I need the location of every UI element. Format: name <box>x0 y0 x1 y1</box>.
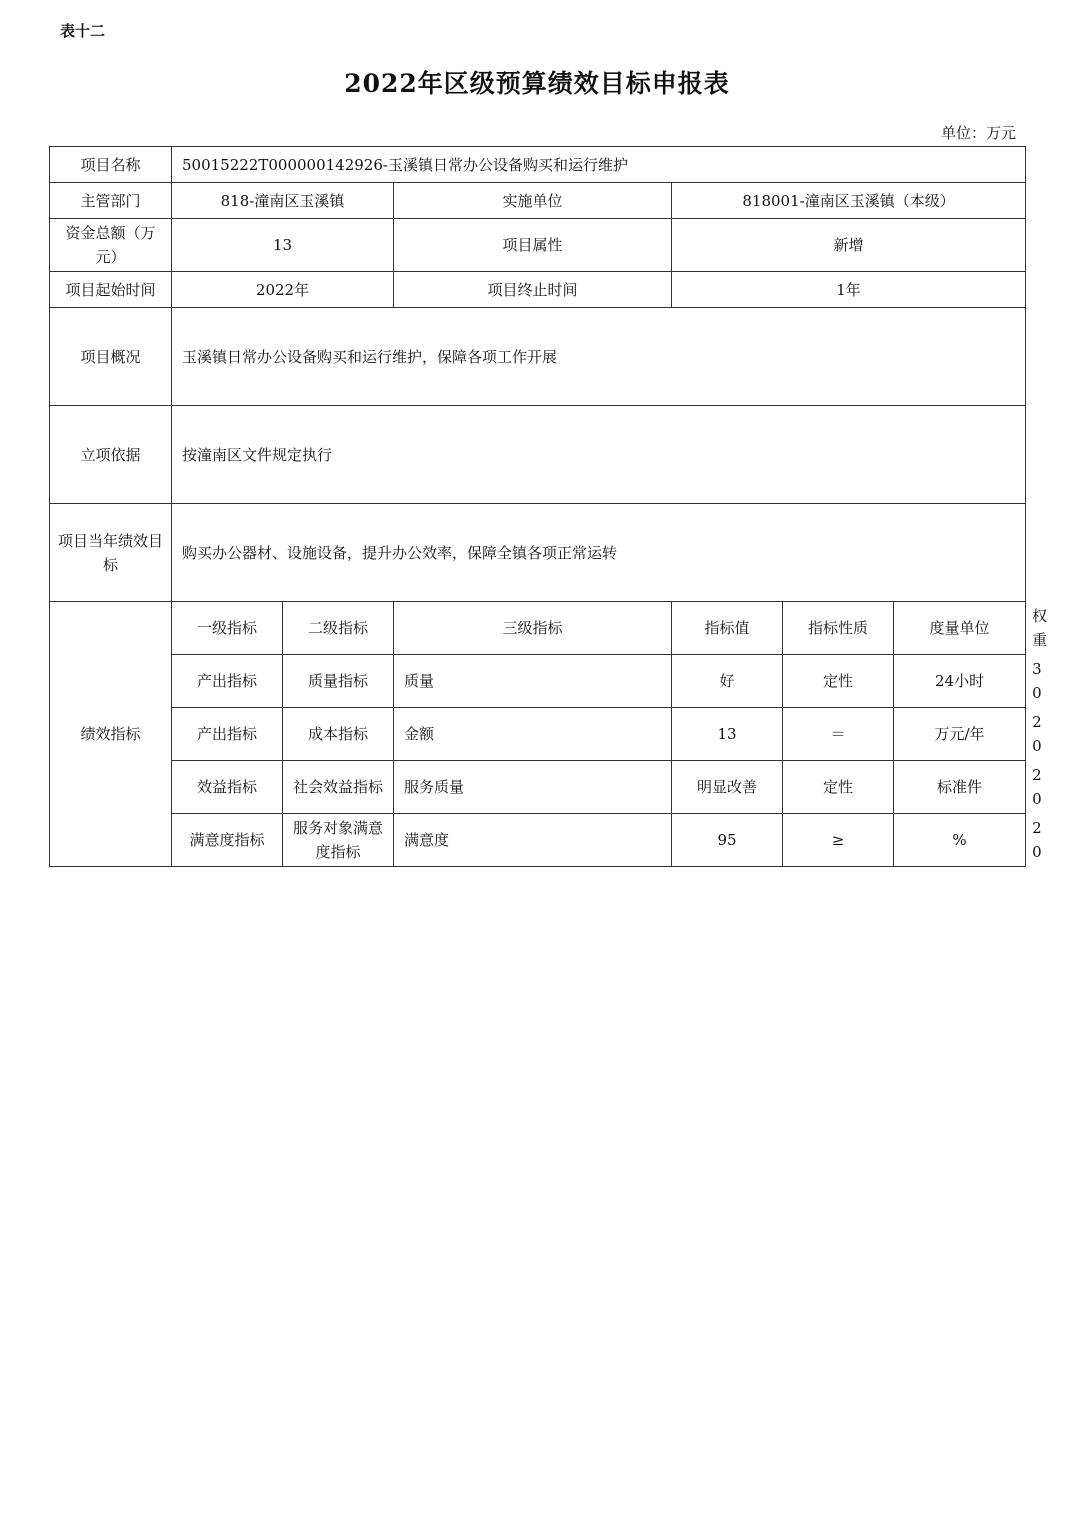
table-row: 满意度指标 服务对象满意度指标 满意度 95 ≥ % 20 <box>50 814 1026 867</box>
cell-level2: 社会效益指标 <box>283 761 394 814</box>
cell-level1: 产出指标 <box>172 708 283 761</box>
header-level1: 一级指标 <box>172 602 283 655</box>
budget-performance-table <box>49 146 1048 867</box>
funds-total-value: 13 <box>172 219 394 272</box>
overview-value: 玉溪镇日常办公设备购买和运行维护，保障各项工作开展 <box>172 308 1026 406</box>
document-title: 2022年区级预算绩效目标申报表 <box>344 69 730 98</box>
cell-value: 好 <box>672 655 783 708</box>
end-time-label: 项目终止时间 <box>394 272 672 308</box>
end-time-value: 1年 <box>672 272 1026 308</box>
cell-value: 13 <box>672 708 783 761</box>
row-overview <box>50 308 1026 406</box>
performance-section-label: 绩效指标 <box>50 602 172 867</box>
header-nature: 指标性质 <box>783 602 894 655</box>
cell-level3: 金额 <box>394 708 672 761</box>
implementing-unit-value: 818001-潼南区玉溪镇（本级） <box>672 183 1026 219</box>
project-name-value: 50015222T000000142926-玉溪镇日常办公设备购买和运行维护 <box>172 147 1026 183</box>
start-time-value: 2022年 <box>172 272 394 308</box>
table-number-label: 表十二 <box>60 22 106 40</box>
table-row: 效益指标 社会效益指标 服务质量 明显改善 定性 标准件 20 <box>50 761 1026 814</box>
header-level2: 二级指标 <box>283 602 394 655</box>
cell-level3: 满意度 <box>394 814 672 867</box>
funds-total-label: 资金总额（万元） <box>50 219 172 272</box>
cell-level3: 服务质量 <box>394 761 672 814</box>
cell-level3: 质量 <box>394 655 672 708</box>
annual-goal-label: 项目当年绩效目标 <box>50 504 172 602</box>
header-level3: 三级指标 <box>394 602 672 655</box>
indicator-header-row: 绩效指标 一级指标 二级指标 三级指标 指标值 指标性质 度量单位 权重 <box>50 602 1026 655</box>
cell-unit: 标准件 <box>894 761 1026 814</box>
cell-value: 95 <box>672 814 783 867</box>
cell-nature: ≥ <box>783 814 894 867</box>
cell-unit: % <box>894 814 1026 867</box>
row-department <box>50 183 1026 219</box>
cell-level2: 质量指标 <box>283 655 394 708</box>
row-project-name <box>50 147 1026 183</box>
implementing-unit-label: 实施单位 <box>394 183 672 219</box>
cell-value: 明显改善 <box>672 761 783 814</box>
cell-unit: 万元/年 <box>894 708 1026 761</box>
header-value: 指标值 <box>672 602 783 655</box>
cell-unit: 24小时 <box>894 655 1026 708</box>
cell-nature: 定性 <box>783 761 894 814</box>
cell-level1: 产出指标 <box>172 655 283 708</box>
row-basis <box>50 406 1026 504</box>
cell-level1: 效益指标 <box>172 761 283 814</box>
project-attribute-label: 项目属性 <box>394 219 672 272</box>
basis-value: 按潼南区文件规定执行 <box>172 406 1026 504</box>
cell-nature: ＝ <box>783 708 894 761</box>
row-funds <box>50 219 1026 272</box>
department-value: 818-潼南区玉溪镇 <box>172 183 394 219</box>
project-attribute-value: 新增 <box>672 219 1026 272</box>
annual-goal-value: 购买办公器材、设施设备，提升办公效率，保障全镇各项正常运转 <box>172 504 1026 602</box>
cell-nature: 定性 <box>783 655 894 708</box>
unit-label: 单位：万元 <box>940 124 1016 142</box>
cell-level2: 服务对象满意度指标 <box>283 814 394 867</box>
basis-label: 立项依据 <box>50 406 172 504</box>
table-row: 产出指标 成本指标 金额 13 ＝ 万元/年 20 <box>50 708 1026 761</box>
cell-level2: 成本指标 <box>283 708 394 761</box>
table-row: 产出指标 质量指标 质量 好 定性 24小时 30 <box>50 655 1026 708</box>
row-goal <box>50 504 1026 602</box>
row-period <box>50 272 1026 308</box>
department-label: 主管部门 <box>50 183 172 219</box>
overview-label: 项目概况 <box>50 308 172 406</box>
cell-level1: 满意度指标 <box>172 814 283 867</box>
start-time-label: 项目起始时间 <box>50 272 172 308</box>
header-unit: 度量单位 <box>894 602 1026 655</box>
project-name-label: 项目名称 <box>50 147 172 183</box>
